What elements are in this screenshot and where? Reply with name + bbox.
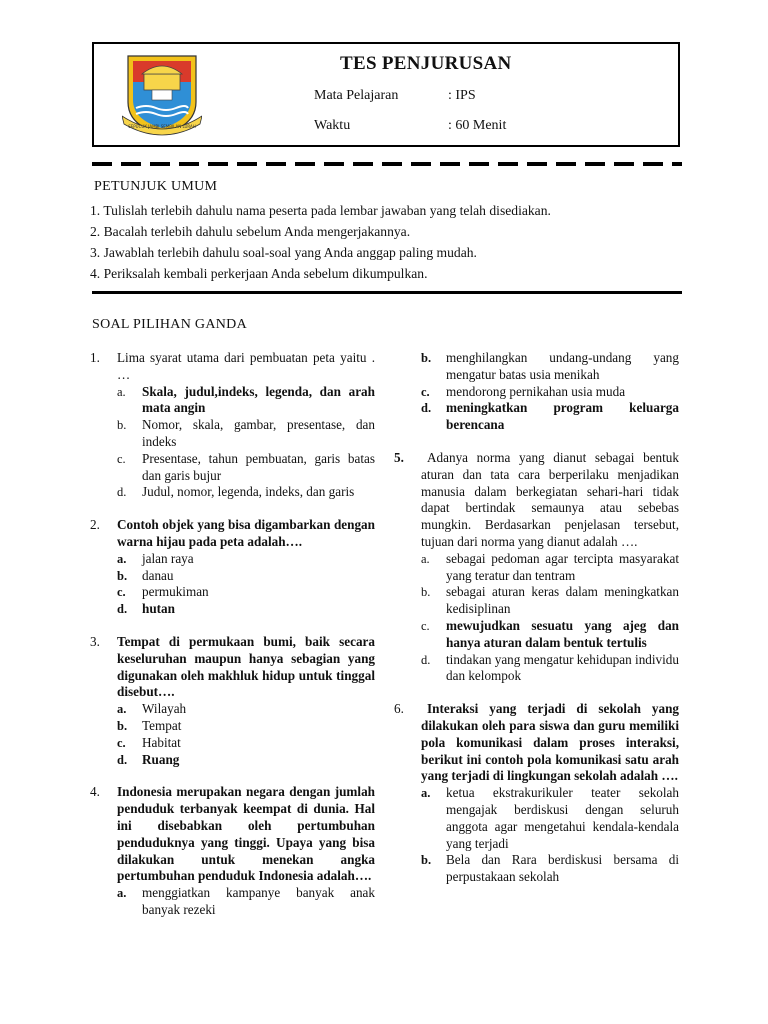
question-stem: Indonesia merupakan negara dengan jumlah penduduk terbanyak keempat di dunia. Hal ini disebabkan oleh pertumbuhan penduduknya yang tinggi. Upaya yang bisa dilakukan untuk menekan angka pertumbuhan penduduk Indonesia adalah…. — [117, 784, 375, 884]
option-c[interactable] — [117, 451, 375, 485]
option-letter: c. — [117, 735, 126, 750]
option-letter: b. — [117, 568, 128, 583]
option-text: Bela dan Rara berdiskusi bersama di perpustakaan sekolah — [446, 852, 679, 885]
option-text: Judul, nomor, legenda, indeks, dan garis — [142, 484, 355, 500]
question-number: 2. — [90, 517, 100, 533]
instruction-item: 1. Tulislah terlebih dahulu nama peserta pada lembar jawaban yang telah disediakan. — [90, 203, 551, 218]
option-b[interactable] — [421, 852, 679, 886]
question-3 — [90, 634, 375, 768]
option-d[interactable] — [421, 652, 679, 686]
left-column — [90, 350, 375, 935]
dashed-divider — [92, 162, 682, 166]
option-text: mendorong pernikahan usia muda — [446, 383, 626, 399]
option-letter: a. — [117, 886, 127, 901]
option-text: Nomor, skala, gambar, presentase, dan indeks — [142, 417, 375, 449]
question-number: 4. — [90, 784, 100, 800]
question-1 — [90, 350, 375, 501]
test-title: TES PENJURUSAN — [340, 53, 512, 74]
option-text: hutan — [142, 601, 175, 617]
option-letter: b. — [421, 853, 432, 868]
option-letter: c. — [117, 451, 126, 466]
instruction-item: 2. Bacalah terlebih dahulu sebelum Anda mengerjakannya. — [90, 224, 411, 239]
subject-value: : IPS — [448, 88, 476, 103]
option-d[interactable] — [117, 601, 375, 618]
option-letter: a. — [117, 551, 127, 566]
question-stem: Interaksi yang terjadi di sekolah yang dilakukan oleh para siswa dan guru memiliki pola komunikasi dalam proses interaksi, berikut ini contoh pola komunikasi satu arah yang terjadi di lingkungan sekolah adalah …. — [421, 701, 679, 784]
option-text: Ruang — [142, 751, 180, 767]
option-letter: a. — [421, 786, 431, 801]
option-letter: d. — [421, 652, 431, 667]
option-letter: d. — [117, 602, 128, 617]
instruction-item: 3. Jawablah terlebih dahulu soal-soal yang Anda anggap paling mudah. — [90, 245, 477, 260]
option-letter: b. — [117, 418, 127, 433]
option-c[interactable] — [421, 618, 679, 652]
option-text: mewujudkan sesuatu yang ajeg dan hanya aturan dalam bentuk tertulis — [446, 617, 679, 650]
option-letter: d. — [117, 752, 128, 767]
question-stem: Contoh objek yang bisa digambarkan dengan warna hijau pada peta adalah…. — [117, 517, 375, 549]
option-text: Presentase, tahun pembuatan, garis batas dan garis bujur — [142, 450, 375, 483]
option-letter: c. — [421, 384, 430, 399]
option-letter: a. — [421, 551, 430, 566]
question-2 — [90, 517, 375, 618]
question-number: 3. — [90, 633, 100, 649]
option-letter: d. — [117, 485, 127, 500]
svg-text:SEPUCUK JAMBI SEMBILAN LURAH: SEPUCUK JAMBI SEMBILAN LURAH — [128, 124, 196, 129]
option-a[interactable] — [117, 885, 375, 919]
question-stem: Lima syarat utama dari pembuatan peta yaitu . … — [117, 350, 375, 382]
option-letter: b. — [421, 585, 431, 600]
question-stem: Tempat di permukaan bumi, baik secara keseluruhan maupun hanya sebagian yang digunakan oleh makhluk hidup untuk tinggal disebut…. — [117, 633, 375, 700]
option-text: Tempat — [142, 717, 182, 733]
question-number: 5. — [394, 449, 404, 465]
option-b[interactable] — [117, 568, 375, 585]
instruction-item: 4. Periksalah kembali perkerjaan Anda sebelum dikumpulkan. — [90, 266, 428, 281]
question-5 — [394, 450, 679, 685]
header-box — [92, 42, 680, 147]
subject-label: Mata Pelajaran — [314, 88, 399, 103]
question-4-continued — [394, 350, 679, 434]
option-letter: c. — [117, 585, 126, 600]
option-b[interactable] — [117, 718, 375, 735]
option-a[interactable] — [117, 551, 375, 568]
thick-divider — [92, 291, 682, 294]
option-letter: d. — [421, 401, 432, 416]
option-text: danau — [142, 567, 174, 583]
time-label: Waktu — [314, 118, 351, 133]
option-text: sebagai pedoman agar tercipta masyarakat yang teratur dan tentram — [446, 550, 679, 583]
option-text: Wilayah — [142, 701, 187, 717]
option-b[interactable] — [117, 417, 375, 451]
option-text: ketua ekstrakurikuler teater sekolah mengajak berdiskusi dengan seluruh anggota agar mengetahui kendala-kendala yang terjadi — [446, 785, 679, 851]
option-text: sebagai aturan keras dalam meningkatkan kedisiplinan — [446, 584, 679, 617]
time-value: : 60 Menit — [448, 118, 507, 133]
option-letter: b. — [117, 718, 128, 733]
option-text: Habitat — [142, 734, 181, 750]
option-b[interactable] — [421, 584, 679, 618]
option-text: Skala, judul,indeks, legenda, dan arah mata angin — [142, 383, 375, 416]
right-column — [394, 350, 679, 902]
petunjuk-heading: PETUNJUK UMUM — [94, 179, 218, 194]
option-letter: c. — [421, 618, 430, 633]
option-text: meningkatkan program keluarga berencana — [446, 400, 679, 433]
option-text: menggiatkan kampanye banyak anak banyak rezeki — [142, 885, 375, 917]
option-c[interactable] — [117, 735, 375, 752]
option-a[interactable] — [117, 701, 375, 718]
option-text: menghilangkan undang-undang yang mengatur batas usia menikah — [446, 350, 679, 382]
soal-heading: SOAL PILIHAN GANDA — [92, 317, 247, 332]
option-letter: a. — [117, 702, 127, 717]
option-c[interactable] — [421, 384, 679, 401]
question-number: 6. — [394, 701, 404, 717]
question-number: 1. — [90, 350, 100, 365]
question-6 — [394, 701, 679, 886]
option-text: tindakan yang mengatur kehidupan individu dan kelompok — [446, 651, 679, 684]
option-text: permukiman — [142, 584, 209, 600]
question-4 — [90, 784, 375, 918]
option-a[interactable] — [421, 551, 679, 585]
option-a[interactable] — [117, 384, 375, 418]
option-d[interactable] — [421, 400, 679, 434]
question-stem: Adanya norma yang dianut sebagai bentuk aturan dan tata cara berperilaku menjadikan manusia dalam berkegiatan sehari-hari tidak dapat bertindak semaunya atau sebebas mungkin. Berdasarkan penjelasan tersebut, tujuan dari norma yang dianut adalah …. — [421, 449, 679, 549]
option-letter: b. — [421, 351, 432, 365]
instruction-list — [90, 200, 690, 284]
option-a[interactable] — [421, 785, 679, 852]
option-letter: a. — [117, 384, 126, 399]
option-b[interactable] — [421, 350, 679, 384]
option-d[interactable] — [117, 752, 375, 769]
jambi-emblem-icon — [122, 52, 202, 138]
option-d[interactable] — [117, 484, 375, 501]
option-c[interactable] — [117, 584, 375, 601]
option-text: jalan raya — [142, 550, 194, 566]
